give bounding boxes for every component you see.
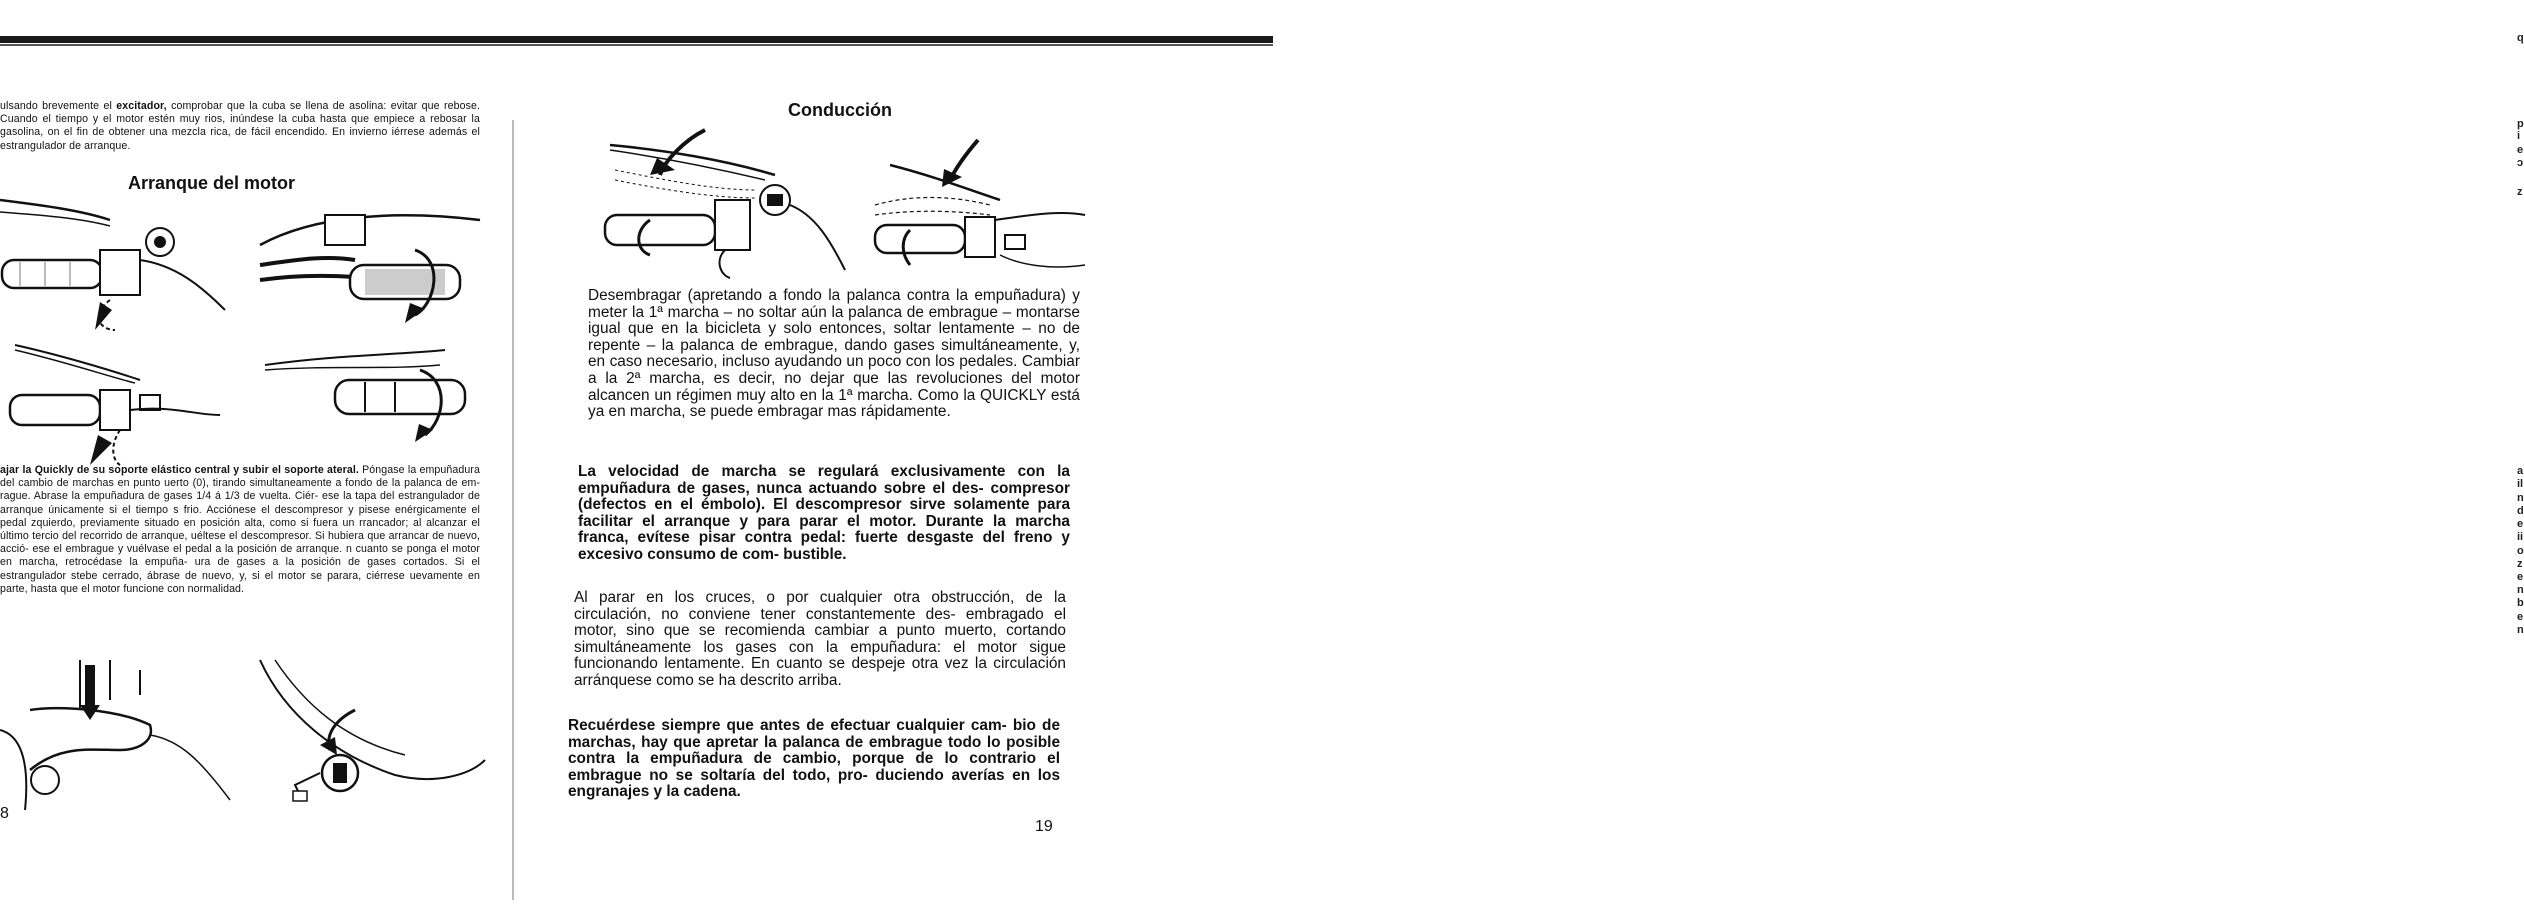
- conduccion-para-2: La velocidad de marcha se regulará exclusivamente con la empuñadura de gases, nunca actuando sobre el des- compresor (defectos en el émbolo). El descompresor sirve solamente para facilitar el arranque y para parar el motor. Durante la marcha franca, evítese pisar contra pedal: fuerte desgaste del freno y excesivo consumo de com- bustible.: [578, 463, 1070, 563]
- illustration-kickstart-pedal: [0, 650, 230, 810]
- edge-letter: n: [2517, 492, 2524, 504]
- book-spine: [512, 120, 514, 900]
- conduccion-para-3: Al parar en los cruces, o por cualquier otra obstrucción, de la circulación, no conviene tener constantemente des- embragado el motor, sino que se recomienda cambiar a punto muerto, cortando simultáneamente los gases con la empuñadura: el motor sigue funcionando lentamente. En cuanto se despeje otra vez la circulación arránquese como se ha descrito arriba.: [574, 589, 1066, 689]
- heading-arranque: Arranque del motor: [128, 173, 296, 193]
- edge-letter: i: [2517, 130, 2521, 142]
- scan-top-border-shadow: [0, 44, 1273, 46]
- left-page: [0, 50, 500, 890]
- edge-letter: b: [2517, 597, 2524, 609]
- illustration-clutch-lever-pressed: [870, 135, 1085, 275]
- illustration-fuel-valve: [255, 655, 485, 810]
- conduccion-para-1: Desembragar (apretando a fondo la palanca contra la empuñadura) y meter la 1ª marcha – no soltar aún la palanca de embrague – montarse igual que en la bicicleta y solo entonces, soltar lentamente – no de repente – la palanca de embrague, dando gases simultáneamente, y, en caso necesario, incluso ayudando un poco con los pedales. Cambiar a la 2ª marcha, es decir, no dejar que las revoluciones del motor alcancen un régimen muy alto en la 1ª marcha. Como la QUICKLY está ya en marcha, se puede embragar mas rápidamente.: [588, 287, 1080, 421]
- right-page: [540, 50, 1085, 890]
- arranque-body-text: [0, 464, 480, 596]
- intro-text-rest: comprobar que la cuba se llena de asolina: evitar que rebose. Cuando el tiempo y el motor estén muy rios, inúndese la cuba hasta que empiece a rebosar la gasolina, on el fin de obtener una mezcla rica, de fácil encendido. En invierno iérrese además el estrangulador de arranque.: [0, 100, 481, 152]
- arranque-body-rest: Póngase la empuñadura del cambio de marchas en punto uerto (0), tirando simultaneamente a fondo de la palanca de em- rague. Abrase la empuñadura de gases 1/4 á 1/3 de vuelta. Ciér- ese la tapa del estrangulador de arranque únicamente si el tiempo s frio. Acciónese el descompresor y pisese enérgicamente el pedal zquierdo, previamente situado en posición alta, como si fuera un rrancador; al alcanzar el último tercio del recorrido de arranque, uéltese el descompresor. Si hubiera que arrancar de nuevo, acció- ese el embrague y vuélvase el pedal a la posición de arranque. n cuanto se ponga el motor en marcha, retrocédase la empuña- ura de gases a la posición de gases cortados. Si el estrangulador stebe cerrado, ábrase de nuevo, y, si el motor se parara, ciérrese uevamente en parte, hasta que el motor funcione con normalidad.: [0, 464, 480, 595]
- edge-letter: e: [2517, 518, 2524, 530]
- conduccion-para-4: Recuérdese siempre que antes de efectuar cualquier cam- bio de marchas, hay que apretar la palanca de embrague todo lo posible contra la empuñadura de cambio, porque de lo contrario el embrague no se soltaría del todo, pro- duciendo averías en los engranajes y la cadena.: [568, 717, 1060, 801]
- edge-letter: il: [2517, 478, 2524, 490]
- edge-letter: q: [2517, 32, 2524, 44]
- edge-letter: o: [2517, 545, 2524, 557]
- illustration-throttle-grip-2: [255, 205, 485, 345]
- left-page-number: 8: [0, 805, 9, 822]
- edge-letter: p: [2517, 118, 2524, 130]
- edge-letter: n: [2517, 584, 2524, 596]
- edge-letter: z: [2517, 558, 2523, 570]
- edge-letter: z: [2517, 186, 2523, 198]
- edge-letter: ii: [2517, 531, 2524, 543]
- edge-letter: a: [2517, 465, 2524, 477]
- edge-letter: e: [2517, 611, 2524, 623]
- edge-letter: ɔ: [2517, 157, 2524, 169]
- right-page-number: 19: [1035, 818, 1053, 835]
- edge-letter: d: [2517, 505, 2524, 517]
- next-page-edge: [1255, 0, 2524, 909]
- illustration-throttle-grip-1: [0, 190, 225, 330]
- illustration-clutch-lever-engaged: [605, 120, 845, 280]
- arranque-body-bold: ajar la Quickly de su soporte elástico central y subir el soporte ateral.: [0, 464, 359, 476]
- edge-letter: e: [2517, 144, 2524, 156]
- illustration-clutch-grip-1: [0, 335, 225, 465]
- edge-letter: e: [2517, 571, 2524, 583]
- edge-letter: n: [2517, 624, 2524, 636]
- heading-conduccion: Conducción: [788, 100, 892, 120]
- intro-text: [0, 100, 480, 153]
- scan-top-border: [0, 36, 1273, 43]
- illustration-clutch-grip-2: [255, 340, 485, 460]
- intro-text-start: ulsando brevemente el: [0, 100, 117, 112]
- intro-text-bold: excitador,: [116, 100, 167, 112]
